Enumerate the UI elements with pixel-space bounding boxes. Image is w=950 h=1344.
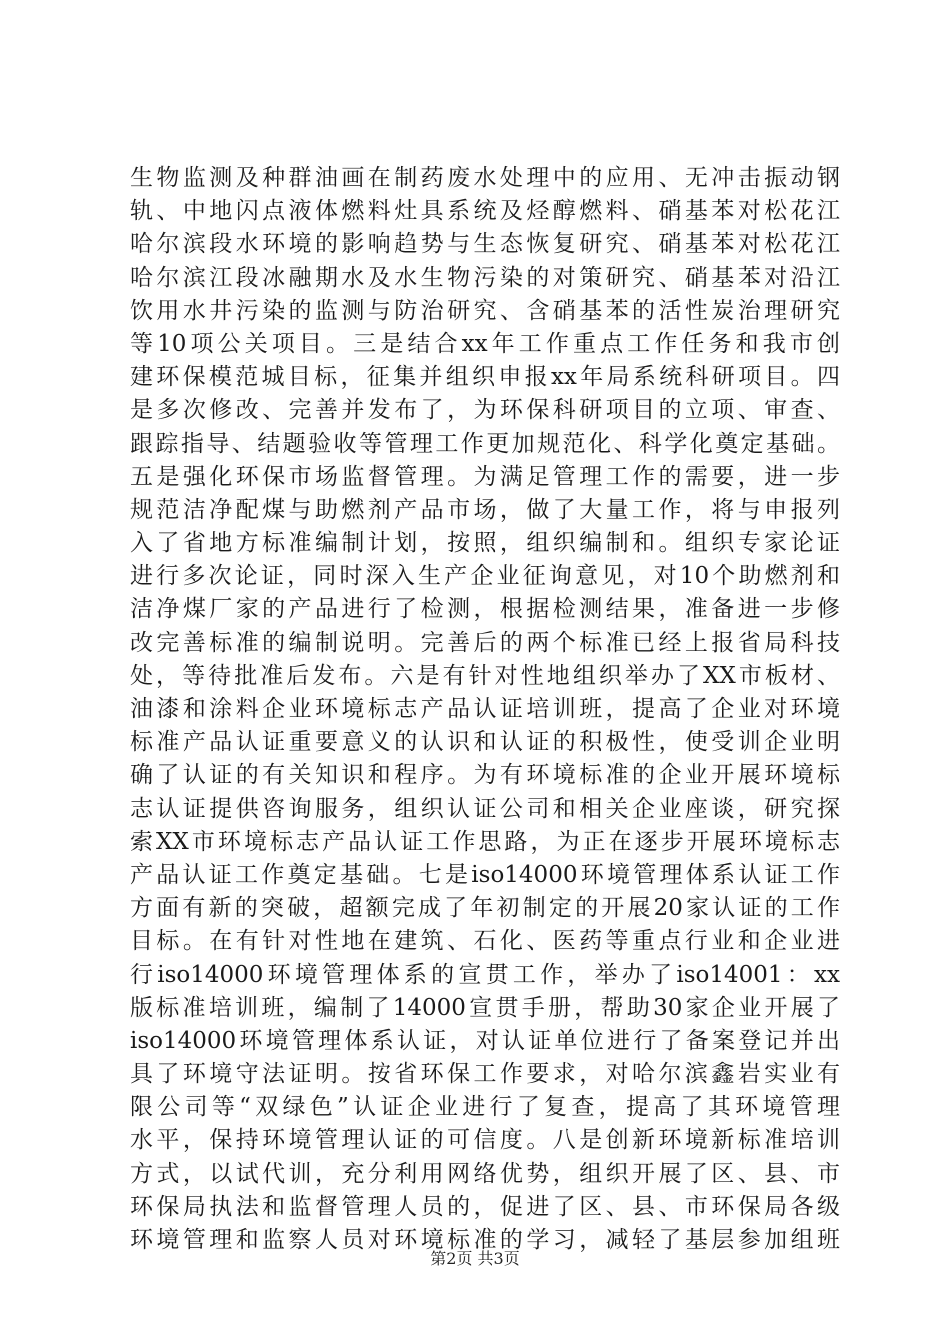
text-line: 哈尔滨江段冰融期水及水生物污染的对策研究、硝基苯对沿江 bbox=[130, 264, 840, 291]
text-line: 油漆和涂料企业环境标志产品认证培训班，提高了企业对环境 bbox=[130, 696, 840, 722]
text-line: 哈尔滨段水环境的影响趋势与生态恢复研究、硝基苯对松花江 bbox=[130, 231, 840, 258]
text-line: 跟踪指导、结题验收等管理工作更加规范化、科学化奠定基础。 bbox=[130, 430, 840, 457]
page-footer: 第2页 共3页 bbox=[430, 1249, 520, 1268]
text-line: 方式，以试代训，充分利用网络优势，组织开展了区、县、市 bbox=[130, 1160, 840, 1187]
text-line: 确了认证的有关知识和程序。为有环境标准的企业开展环境标 bbox=[130, 762, 840, 789]
text-line: 志认证提供咨询服务，组织认证公司和相关企业座谈，研究探 bbox=[130, 795, 840, 822]
text-line: 是多次修改、完善并发布了，为环保科研项目的立项、审查、 bbox=[130, 397, 840, 424]
text-line: iso14000环境管理体系认证，对认证单位进行了备案登记并出 bbox=[130, 1027, 840, 1054]
text-line: 限公司等“双绿色”认证企业进行了复查，提高了其环境管理 bbox=[130, 1094, 840, 1121]
text-line: 生物监测及种群油画在制药废水处理中的应用、无冲击振动钢 bbox=[130, 165, 840, 191]
text-line: 处，等待批准后发布。六是有针对性地组织举办了XX市板材、 bbox=[130, 662, 840, 689]
text-line: 等10项公关项目。三是结合xx年工作重点工作任务和我市创 bbox=[130, 330, 840, 357]
text-line: 方面有新的突破，超额完成了年初制定的开展20家认证的工作 bbox=[130, 895, 840, 922]
text-line: 饮用水井污染的监测与防治研究、含硝基苯的活性炭治理研究 bbox=[130, 297, 840, 324]
text-line: 轨、中地闪点液体燃料灶具系统及烃醇燃料、硝基苯对松花江 bbox=[130, 198, 840, 225]
text-line: 入了省地方标准编制计划，按照，组织编制和。组织专家论证 bbox=[130, 530, 840, 557]
text-line: 标准产品认证重要意义的认识和认证的积极性，使受训企业明 bbox=[130, 729, 840, 756]
text-line: 五是强化环保市场监督管理。为满足管理工作的需要，进一步 bbox=[130, 463, 840, 490]
text-line: 水平，保持环境管理认证的可信度。八是创新环境新标准培训 bbox=[130, 1127, 840, 1154]
text-line: 环境管理和监察人员对环境标准的学习，减轻了基层参加组班 bbox=[130, 1227, 840, 1253]
text-line: 进行多次论证，同时深入生产企业征询意见，对10个助燃剂和 bbox=[130, 563, 840, 590]
text-line: 洁净煤厂家的产品进行了检测，根据检测结果，准备进一步修 bbox=[130, 596, 840, 623]
text-line: 索XX市环境标志产品认证工作思路，为正在逐步开展环境标志 bbox=[130, 828, 840, 855]
text-line: 版标准培训班，编制了14000宣贯手册，帮助30家企业开展了 bbox=[130, 994, 840, 1021]
text-line: 行iso14000环境管理体系的宣贯工作，举办了iso14001：xx bbox=[130, 961, 840, 988]
text-line: 目标。在有针对性地在建筑、石化、医药等重点行业和企业进 bbox=[130, 928, 840, 955]
text-line: 规范洁净配煤与助燃剂产品市场，做了大量工作，将与申报列 bbox=[130, 496, 840, 523]
text-line: 具了环境守法证明。按省环保工作要求，对哈尔滨鑫岩实业有 bbox=[130, 1061, 840, 1088]
text-line: 环保局执法和监督管理人员的，促进了区、县、市环保局各级 bbox=[130, 1193, 840, 1220]
body-text bbox=[130, 162, 840, 1257]
text-line: 建环保模范城目标，征集并组织申报xx年局系统科研项目。四 bbox=[130, 364, 840, 391]
text-line: 产品认证工作奠定基础。七是iso14000环境管理体系认证工作 bbox=[130, 861, 840, 888]
text-line: 改完善标准的编制说明。完善后的两个标准已经上报省局科技 bbox=[130, 629, 840, 656]
